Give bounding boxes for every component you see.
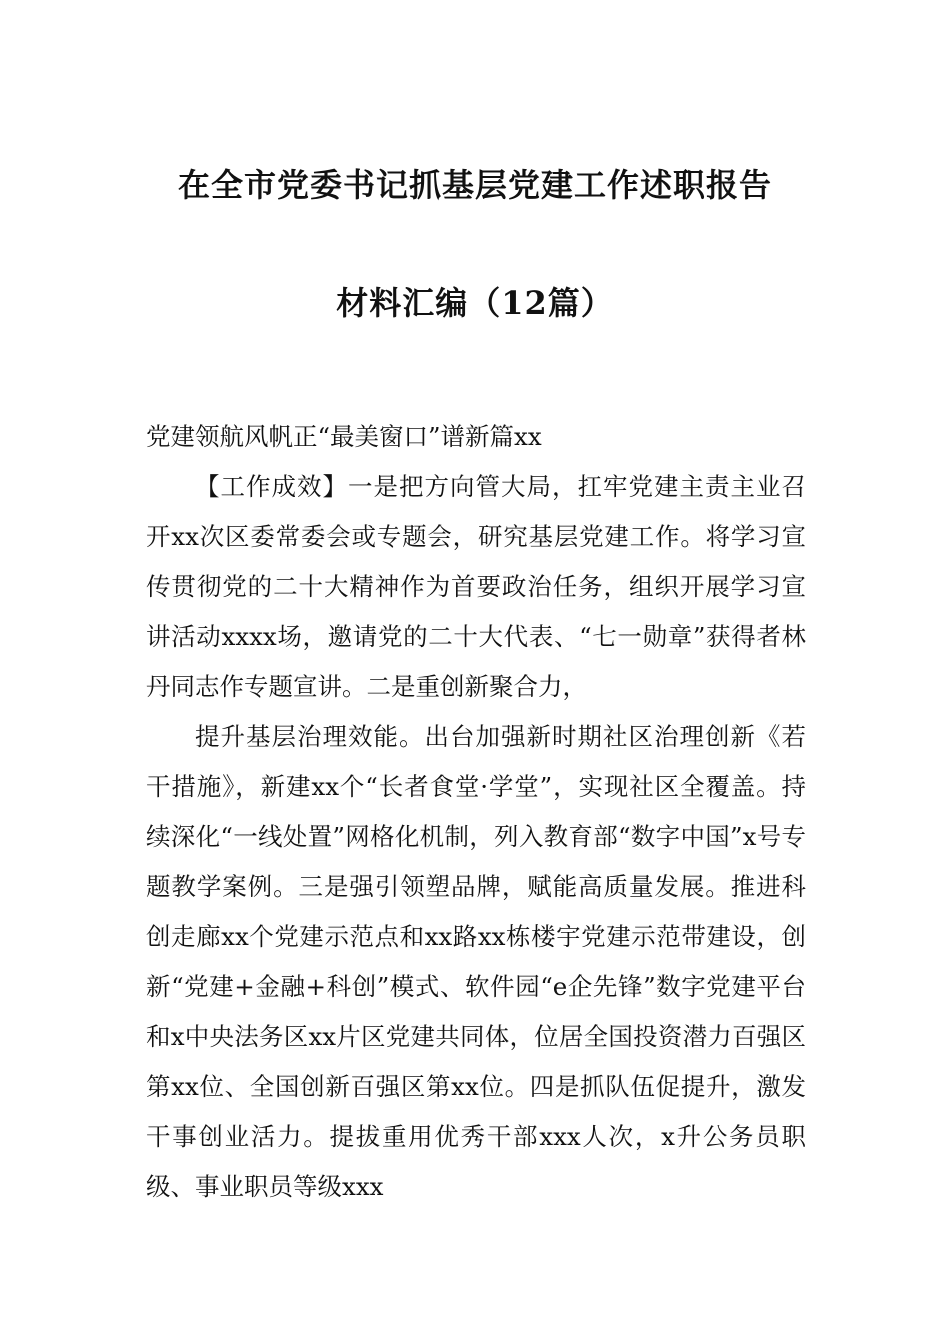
document-title-line-2: 材料汇编（12篇） [336,284,614,322]
document-body [146,412,806,1212]
body-paragraph-1: 【工作成效】一是把方向管大局，扛牢党建主责主业召开xx次区委常委会或专题会，研究基层党建工作。将学习宣传贯彻党的二十大精神作为首要政治任务，组织开展学习宣讲活动xxxx场，邀请党的二十大代表、“七一勋章”获得者林丹同志作专题宣讲。二是重创新聚合力， [146,472,806,701]
document-title-line-1: 在全市党委书记抓基层党建工作述职报告 [177,166,772,204]
body-paragraph-2: 提升基层治理效能。出台加强新时期社区治理创新《若干措施》，新建xx个“长者食堂·学堂”，实现社区全覆盖。持续深化“一线处置”网格化机制，列入教育部“数字中国”x号专题教学案例。三是强引领塑品牌，赋能高质量发展。推进科创走廊xx个党建示范点和xx路xx栋楼宇党建示范带建设，创新“党建+金融+科创”模式、软件园“e企先锋”数字党建平台和x中央法务区xx片区党建共同体，位居全国投资潜力百强区第xx位、全国创新百强区第xx位。四是抓队伍促提升，激发干事创业活力。提拔重用优秀干部xxx人次，x升公务员职级、事业职员等级xxx [146,722,806,1201]
section-subtitle: 党建领航风帆正“最美窗口”谱新篇xx [146,422,542,451]
